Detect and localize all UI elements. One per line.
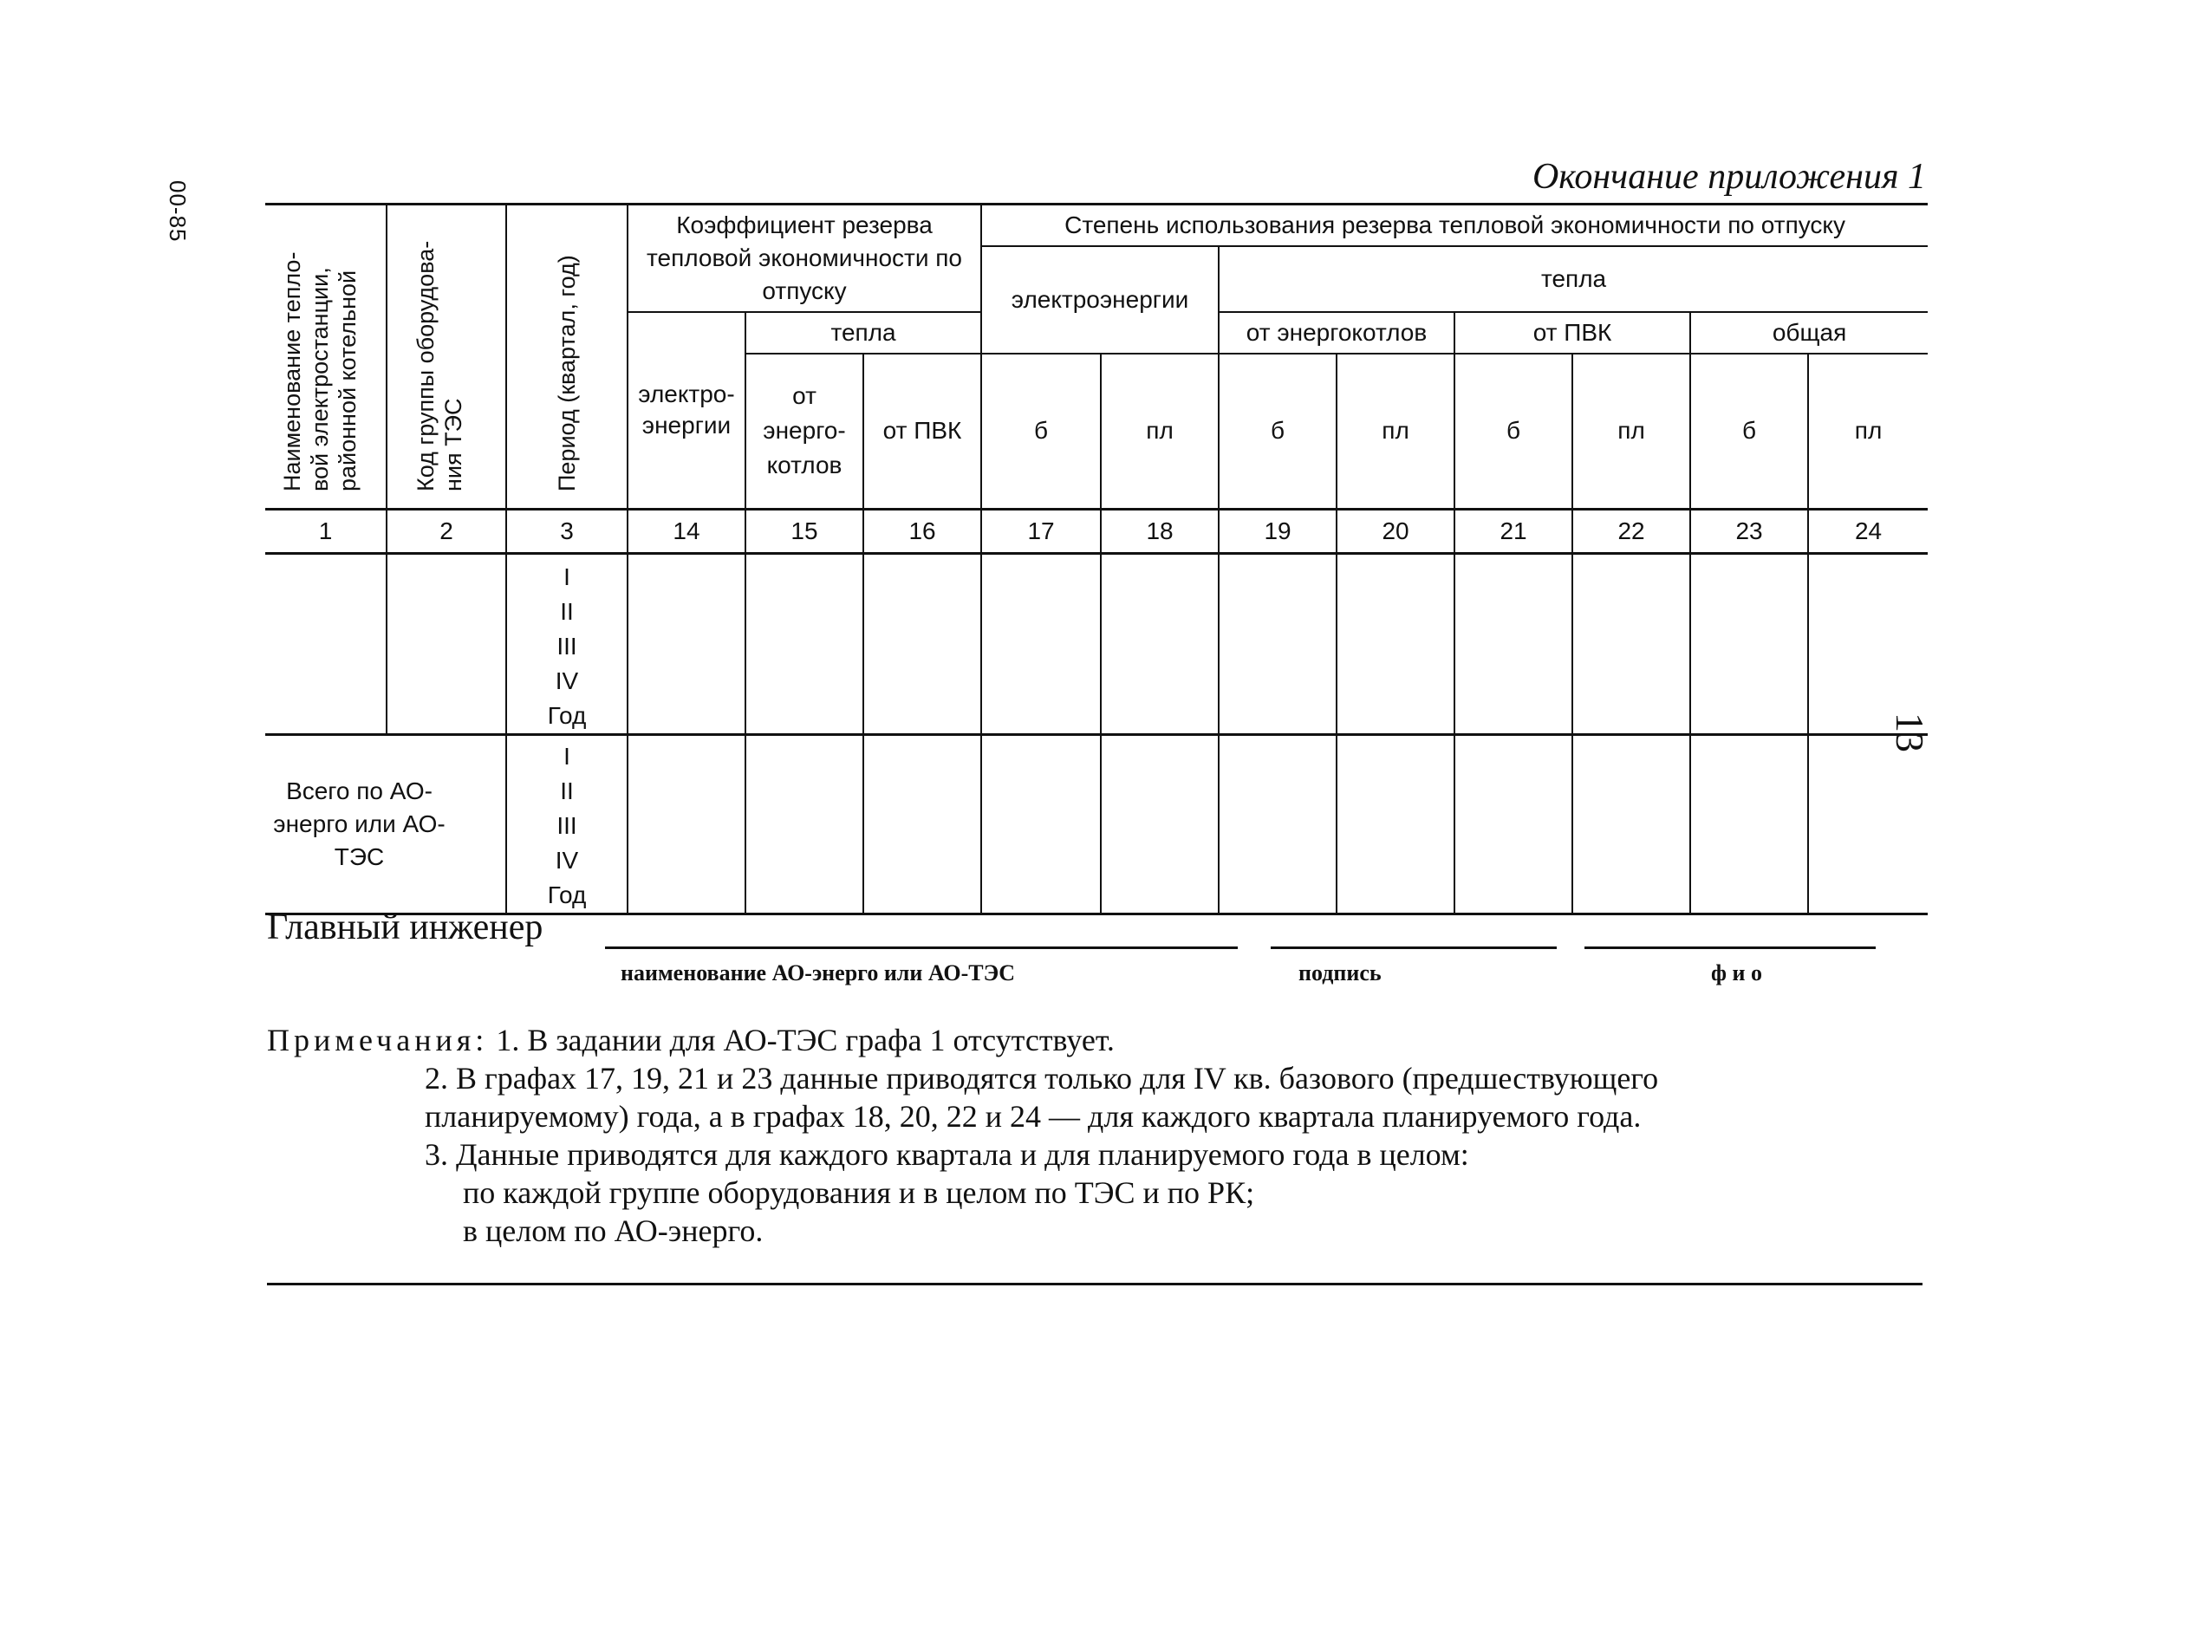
form-table bbox=[265, 203, 1928, 915]
note-2-cont: планируемому) года, а в графах 18, 20, 22 и 24 — для каждого квартала планируемого года. bbox=[425, 1099, 1642, 1134]
period-year: Год bbox=[547, 881, 587, 908]
note-2: 2. В графах 17, 19, 21 и 23 данные приводятся только для IV кв. базового (предшествующего bbox=[425, 1061, 1659, 1096]
column-number: 2 bbox=[387, 510, 506, 554]
data-cell bbox=[863, 735, 981, 914]
column-number: 24 bbox=[1808, 510, 1928, 554]
data-cell bbox=[1690, 735, 1808, 914]
station-name-cell bbox=[265, 554, 387, 735]
bottom-divider bbox=[267, 1283, 1922, 1285]
header-usage-total: общая bbox=[1690, 312, 1928, 354]
note-1: 1. В задании для АО-ТЭС графа 1 отсутствует. bbox=[496, 1023, 1115, 1057]
header-coef-electro: электро-энергии bbox=[628, 312, 745, 510]
column-number: 15 bbox=[745, 510, 863, 554]
table-row-total bbox=[265, 735, 1928, 914]
data-cell bbox=[628, 735, 745, 914]
period-q1: I bbox=[563, 563, 570, 590]
station-periods bbox=[506, 554, 628, 735]
data-cell bbox=[981, 554, 1101, 735]
org-name-caption: наименование АО-энерго или АО-ТЭС bbox=[621, 960, 1015, 985]
header-pl-22: пл bbox=[1572, 354, 1690, 510]
data-cell bbox=[1690, 554, 1808, 735]
data-cell bbox=[981, 735, 1101, 914]
data-cell bbox=[1808, 554, 1928, 735]
header-code-cell bbox=[387, 205, 506, 510]
header-pl-18: пл bbox=[1101, 354, 1219, 510]
full-name-field[interactable] bbox=[1584, 946, 1876, 949]
header-coef-heat: тепла bbox=[745, 312, 981, 354]
data-cell bbox=[628, 554, 745, 735]
data-cell bbox=[1572, 735, 1690, 914]
column-number: 16 bbox=[863, 510, 981, 554]
signature-caption: подпись bbox=[1298, 960, 1382, 985]
period-q3: III bbox=[556, 812, 577, 839]
header-pl-24: пл bbox=[1808, 354, 1928, 510]
appendix-title: Окончание приложения 1 bbox=[1532, 157, 1926, 197]
column-number: 23 bbox=[1690, 510, 1808, 554]
header-usage-electro: электроэнергии bbox=[981, 246, 1219, 354]
page-code: 00-85 bbox=[165, 180, 191, 243]
signature-label: Главный инженер bbox=[267, 907, 543, 947]
data-cell bbox=[1808, 735, 1928, 914]
data-cell bbox=[1219, 735, 1337, 914]
data-cell bbox=[745, 735, 863, 914]
page-number: 13 bbox=[1888, 712, 1932, 752]
note-3: 3. Данные приводятся для каждого квартала и для планируемого года в целом: bbox=[425, 1137, 1469, 1172]
header-coef-boilers: от энерго-котлов bbox=[745, 354, 863, 510]
data-cell bbox=[1101, 735, 1219, 914]
period-q3: III bbox=[556, 633, 577, 660]
note-3-item-1: по каждой группе оборудования и в целом по ТЭС и по РК; bbox=[463, 1175, 1255, 1210]
column-number: 14 bbox=[628, 510, 745, 554]
header-coefficient: Коэффициент резерва тепловой экономичности по отпуску bbox=[628, 205, 981, 312]
station-code-cell bbox=[387, 554, 506, 735]
header-code: Код группы оборудова-ния ТЭС bbox=[413, 240, 466, 491]
column-number: 17 bbox=[981, 510, 1101, 554]
header-usage-pvk: от ПВК bbox=[1454, 312, 1690, 354]
table-row-station bbox=[265, 554, 1928, 735]
notes-block bbox=[267, 1021, 1931, 1250]
header-period-cell bbox=[506, 205, 628, 510]
period-q1: I bbox=[563, 743, 570, 770]
data-cell bbox=[1337, 735, 1454, 914]
data-cell bbox=[1337, 554, 1454, 735]
note-line-1 bbox=[267, 1021, 1931, 1059]
data-cell bbox=[1101, 554, 1219, 735]
column-number: 1 bbox=[265, 510, 387, 554]
period-q4: IV bbox=[555, 667, 579, 694]
header-b-19: б bbox=[1219, 354, 1337, 510]
column-number: 3 bbox=[506, 510, 628, 554]
period-q2: II bbox=[560, 777, 574, 804]
column-number: 22 bbox=[1572, 510, 1690, 554]
column-number: 19 bbox=[1219, 510, 1337, 554]
signature-block bbox=[267, 901, 1922, 997]
data-cell bbox=[1454, 554, 1572, 735]
data-cell bbox=[745, 554, 863, 735]
notes-lead: Примечания: bbox=[267, 1023, 489, 1057]
period-q4: IV bbox=[555, 847, 579, 874]
header-b-23: б bbox=[1690, 354, 1808, 510]
header-usage-boilers: от энергокотлов bbox=[1219, 312, 1454, 354]
header-b-17: б bbox=[981, 354, 1101, 510]
header-period: Период (квартал, год) bbox=[554, 254, 580, 491]
column-number: 21 bbox=[1454, 510, 1572, 554]
period-year: Год bbox=[547, 702, 587, 729]
note-3-item-2: в целом по АО-энерго. bbox=[463, 1213, 764, 1248]
header-usage-heat: тепла bbox=[1219, 246, 1928, 312]
org-name-field[interactable] bbox=[605, 946, 1238, 949]
total-periods bbox=[506, 735, 628, 914]
full-name-caption: ф и о bbox=[1711, 960, 1762, 985]
header-name-cell bbox=[265, 205, 387, 510]
header-name: Наименование тепло-вой электростанции, районной котельной bbox=[278, 251, 361, 491]
header-coef-pvk: от ПВК bbox=[863, 354, 981, 510]
data-cell bbox=[863, 554, 981, 735]
data-cell bbox=[1454, 735, 1572, 914]
header-pl-20: пл bbox=[1337, 354, 1454, 510]
column-number: 18 bbox=[1101, 510, 1219, 554]
period-q2: II bbox=[560, 598, 574, 625]
total-label: Всего по АО-энерго или АО-ТЭС bbox=[265, 735, 506, 914]
header-b-21: б bbox=[1454, 354, 1572, 510]
column-number: 20 bbox=[1337, 510, 1454, 554]
signature-field[interactable] bbox=[1271, 946, 1557, 949]
header-usage: Степень использования резерва тепловой экономичности по отпуску bbox=[981, 205, 1928, 246]
data-cell bbox=[1219, 554, 1337, 735]
data-cell bbox=[1572, 554, 1690, 735]
